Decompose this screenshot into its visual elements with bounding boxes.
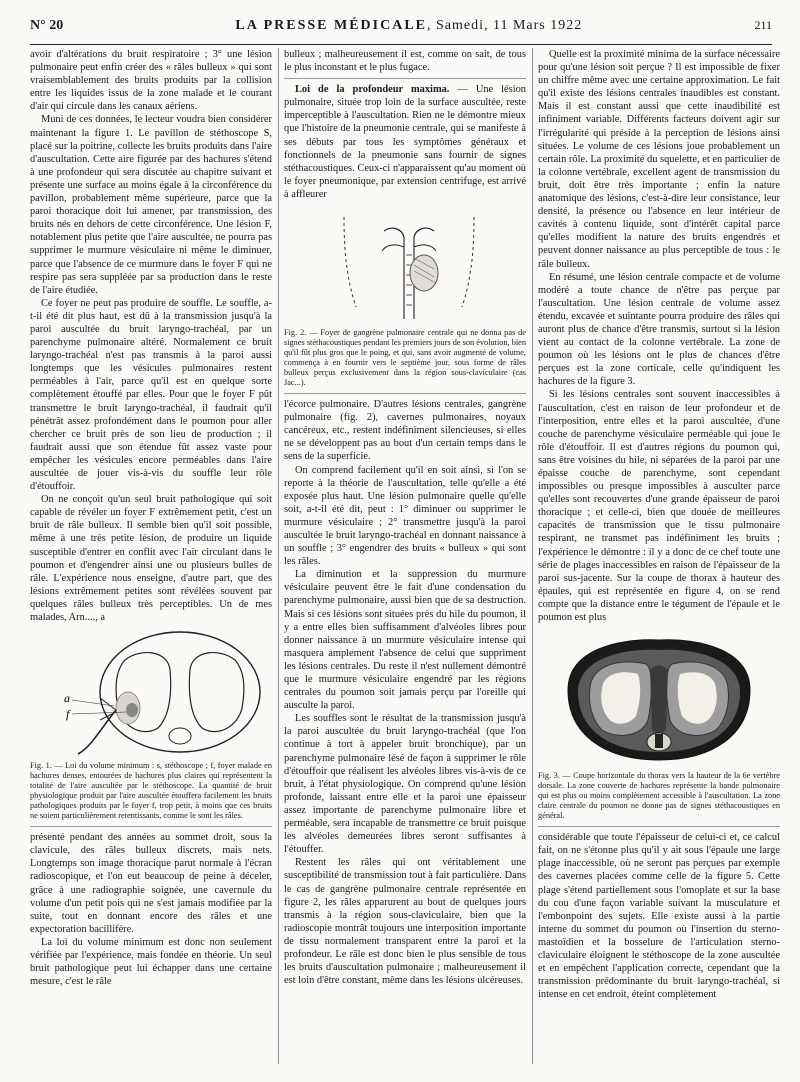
issue-number: N° 20 [30, 18, 64, 33]
column-2 [284, 48, 526, 987]
paragraph: On ne conçoit qu'un seul bruit pathologique qui soit capable de révéler un foyer F extrêmement petit, c'est un bruit de râle bulleux. Il semble bien qu'il soit possible, même à une très petite lésion, de produire un liquide susceptible d'entrer en conflit avec l'air circulant dans le poumon et d'engendrer ainsi une ou plusieurs bulles de râle. L'expérience nous enseigne, d'autre part, que des lésions extrêmement petites sont révélées souvent par quelques râles bulleux très perceptibles. Un de mes malades, Arn...., a [30, 494, 272, 624]
column-rule-left [278, 48, 279, 1064]
paragraph: considérable que toute l'épaisseur de celui-ci et, ce calcul fait, on ne s'étonne plus qu'il y ait sous l'épaule une large plage inaccessible, où ne seront pas perçues par exemple des cavernes placées comme celle de la figure 5. Cette plage s'étend partiellement sous l'omoplate et sur la base du cou d'une façon variable suivant la musculature et l'embonpoint des sujets. Elle existe aussi à la partie interne du sommet du poumon où l'insertion du sterno-mastoïdien et la bosselure de l'articulation sterno-claviculaire éloignent le stéthoscope de la zone auscultée et en empêchent l'application correcte, cependant que la transmission prédominante du bruit laryngo-trachéal, si intense en cet endroit, éteint complètement [538, 832, 780, 1001]
paragraph: Les souffles sont le résultat de la transmission jusqu'à la paroi auscultée du bruit laryngo-trachéal (que l'on continue à tort à appeler bruit bronchique), par un parenchyme pulmonaire lésé de façon à supprimer le rôle d'étouffoir que réalisent les alvéoles libres vis-à-vis de ce bruit, à l'état physiologique. On comprend qu'une lésion profonde, laissant entre elle et la paroi une épaisseur assez importante de parenchyme pulmonaire libre et perméable, sera incapable de transmettre ce bruit puisque les alvéoles demeurées libres seront suffisantes à l'étouffer. [284, 713, 526, 856]
divider [30, 826, 272, 827]
page-header [30, 18, 772, 45]
divider [538, 826, 780, 827]
paragraph: Muni de ces données, le lecteur voudra bien considérer maintenant la figure 1. Le pavillon de stéthoscope S, placé sur la poitrine, collecte les bruits produits dans l'aire d'auscultation. Cette aire figurée par des hachures s'étend à une profondeur qui sera discutée au chapitre suivant et présente une surface au moins égale à la circonférence du pavillon, probablement même supérieure, parce que la paroi thoracique doit lui amener, par transmission, des bruits nés en dehors de cette circonférence. Une lésion F, notablement plus petite que l'aire auscultée, ne pourra pas supprimer le murmure vésiculaire ni même le diminuer, parce que l'absence de ce murmure dans le foyer F qui ne respire pas sera suppléée par sa production dans le reste de l'aire étudiée. [30, 114, 272, 296]
figure-2-drawing [284, 207, 526, 325]
paragraph: En résumé, une lésion centrale compacte et de volume modéré a toute chance de n'être pas perçue par l'auscultation. Une lésion centrale de volume assez étendu, excavée et suintante pourra produire des râles qui auront plus de chance d'être transmis, surtout si la lésion vient au contact de la colonne vertébrale. La zone de poumon où les lésions ont le plus de chances d'être perçues est la zone corticale, celle qu'indiquent les hachures de la figure 3. [538, 271, 780, 388]
masthead [235, 18, 582, 34]
divider [284, 78, 526, 79]
paragraph: La diminution et la suppression du murmure vésiculaire peuvent être le fait d'une condensation du parenchyme pulmonaire, aussi bien que de sa destruction. Mais si ces lésions sont situées près du hile du poumon, il y a entre elles bien suffisamment d'alvéoles libres pour donner naissance à un murmure vésiculaire intense qui masquera amplement l'absence de celui que suppriment les lésions centrales. Du reste il n'est nullement démontré que le murmure vésiculaire engendré par les régions centrales du poumon soit jamais perçu par l'oreille qui ausculte la paroi. [284, 569, 526, 712]
paragraph: Restent les râles qui ont véritablement une susceptibilité de transmission tout à fait particulière. Dans le cas de gangrène pulmonaire centrale représentée en figure 2, les râles apparurent au bout de quelques jours transmis à la région sous-claviculaire, bien que la radioscopie montrât toujours une interposition importante de tissu normalement transparent entre la paroi et la profondeur. Le râle est donc bien le plus sensible de tous les bruits d'auscultation pulmonaire ; malheureusement il est loin d'être constant, même dans les lésions ulcéreuses. [284, 857, 526, 987]
column-3 [538, 48, 780, 1001]
paragraph: avoir d'altérations du bruit respiratoire ; 3° une lésion pulmonaire peut enfin créer des « râles bulleux » qui sont vraisemblablement des bruits produits par la collision entre les liquides issus de la zone malade et le courant d'air qui circule dans les canaux aériens. [30, 49, 272, 113]
figure-3-caption: Fig. 3. — Coupe horizontale du thorax vers la hauteur de la 6e vertèbre dorsale. La zone couverte de hachures représente la bande pulmonaire qui est plus ou moins complètement accessible à l'auscultation. La zone claire centrale du poumon ne donne pas de signes stéthacoustiques en général. [538, 771, 780, 821]
paragraph [284, 83, 526, 201]
figure-3-drawing [538, 630, 780, 768]
paragraph: bulleux ; malheureusement il est, comme on sait, de tous le plus inconstant et le plus fugace. [284, 49, 526, 74]
figure-1-label-f: f [66, 707, 70, 722]
paragraph: l'écorce pulmonaire. D'autres lésions centrales, gangrène pulmonaire (fig. 2), cavernes pulmonaires, noyaux cancéreux, etc., restent indéfiniment silencieuses, si elles ne se développent pas au bout d'un certain temps dans le sens de la superficie. [284, 399, 526, 463]
paragraph: Quelle est la proximité minima de la surface nécessaire pour qu'une lésion soit perçue ? Il est impossible de fixer un chiffre même avec une certaine approximation. Le fait qu'il existe des lésions centrales inaudibles est constant. Mais il est constant aussi que cette inaudibilité est infiniment variable. Différents facteurs doivent agir sur l'irrégularité qui préside à la perception de lésions ainsi situées. Le volume de ces lésions joue probablement un certain rôle. La proximité du squelette, et en particulier de la colonne vertébrale, excellent agent de transmission du bruit, doit être très importante ; enfin la nature anatomique des lésions, c'est-à-dire leur consistance, leur densité, la présence ou l'absence en leur intérieur de cavités à contenu liquide, sont d'intérêt capital parce qu'elles modifient la nature des bruits engendrés et peuvent donner naissance au plus perceptible de tous : le râle bulleux. [538, 49, 780, 270]
paragraph: Si les lésions centrales sont souvent inaccessibles à l'auscultation, c'est en raison de leur profondeur et de l'interposition, entre elles et la paroi auscultée, d'une couche de parenchyme vésiculaire perméable qui joue le rôle d'étouffoir. Il est d'autres régions du poumon qui, sans être voisines du hile, ni séparées de la paroi par une épaisse couche de parenchyme, sont cependant impossibles ou presque impossibles à ausculter parce qu'elles sont recouvertes d'une grande épaisseur de paroi thoracique ; et celle-ci, bien que douée de meilleures capacités de transmission que le tissu pulmonaire respirant, ne transmet pas indéfiniment les bruits ; l'expérience le démontre : il y a donc de ce chef toute une série de plages inaccessibles en raison de l'épaisseur de la paroi sus-jacente. Sur la coupe de thorax à hauteur des épaules, qui est représentée en figure 4, on se rend compte que la distance entre le tégument de l'épaule et le poumon est plus [538, 389, 780, 624]
figure-2-caption: Fig. 2. — Foyer de gangrène pulmonaire centrale qui ne donna pas de signes stéthacoustiques pendant les premiers jours de son évolution, bien qu'il fût plus gros que le poing, et qui, sans avoir augmenté de volume, commença à en fournir vers le septième jour, sous forme de râles bulleux perçus exclusivement dans la région sous-claviculaire (cas Jac...). [284, 328, 526, 388]
issue-date: , Samedi, 11 Mars 1922 [427, 18, 583, 33]
column-1 [30, 48, 272, 988]
paragraph: On comprend facilement qu'il en soit ainsi, si l'on se reporte à la théorie de l'auscultation, telle qu'elle a été exposée plus haut. Une lésion pulmonaire quelle qu'elle soit, a-t-il été dit, peut : 1° diminuer ou supprimer le murmure vésiculaire ; 2° transmettre jusqu'à la paroi auscultée le bruit laryngo-trachéal en donnant naissance à un souffle ; 3° engendrer des bruits « bulleux » qui sont les râles. [284, 464, 526, 568]
figure-1 [30, 630, 272, 821]
divider [284, 393, 526, 394]
figure-3 [538, 630, 780, 821]
paragraph: présenté pendant des années au sommet droit, sous la clavicule, des râles bulleux discrets, mais nets. Longtemps son image thoracique parut normale à l'écran radioscopique, et l'on eut beaucoup de peine à déceler, grâce à une radiographie soignée, une cavernule du volume d'un petit pois qui ne s'est jamais modifiée par la suite, tout en donnant encore des râles et une expectoration bacillifère. [30, 832, 272, 935]
column-rule-right [532, 48, 533, 1064]
figure-1-caption: Fig. 1. — Loi du volume minimum : s, stéthoscope ; f, foyer malade en hachures denses, entourées de hachures plus claires qui représentent la totalité de l'aire auscultée par le stéthoscope. La quantité de bruit physiologique produit par l'aire auscultée étouffera facilement les bruits pathologiques produits par le foyer f, trop petit, à moins que ces bruits ne soient particulièrement retentissants, comme le sont les râles. [30, 761, 272, 821]
paragraph: La loi du volume minimum est donc non seulement vérifiée par l'expérience, mais fondée en théorie. Un seul bruit pathologique peut lui échapper dans une certaine mesure, c'est le râle [30, 936, 272, 988]
paragraph-text: — Une lésion pulmonaire, située trop loin de la surface auscultée, reste imperceptible à l'auscultation. Rien ne le démontre mieux que l'histoire de la pneumonie centrale, qui se manifeste à ses débuts par tous les symptômes généraux et fonctionnels de la pneumonie sans fournir de signes stéthacoustiques. Ceux-ci n'apparaissent qu'au moment où le foyer pneumonique, par extension centrifuge, est arrivé à affleurer [284, 84, 526, 200]
section-heading: Loi de la profondeur maxima. [295, 84, 450, 96]
figure-2 [284, 207, 526, 388]
figure-1-label-a: a [64, 691, 70, 706]
page-number: 211 [754, 18, 772, 32]
figure-1-drawing [30, 630, 272, 758]
paragraph: Ce foyer ne peut pas produire de souffle. Le souffle, a-t-il été dit plus haut, est dû à la transmission jusqu'à la paroi auscultée du bruit laryngo-trachéal, par un parenchyme pulmonaire altéré. Normalement ce bruit laryngo-trachéal n'est pas transmis à la paroi aussi longtemps que les vésicules pulmonaires restent perméables à l'air, parce qu'il est en quelque sorte complètement étouffé par elles. Pour que le foyer F pût transmettre le bruit laryngo-trachéal, il faudrait qu'il pénétrât assez profondément dans le poumon pour aller chercher ce bruit près de son lieu de production ; il faudrait aussi que son étendue fût assez vaste pour empêcher les vésicules encore perméables dans l'aire auscultée de jouer vis-à-vis du souffle leur rôle d'étouffoir. [30, 297, 272, 493]
masthead-title: LA PRESSE MÉDICALE [235, 18, 427, 33]
